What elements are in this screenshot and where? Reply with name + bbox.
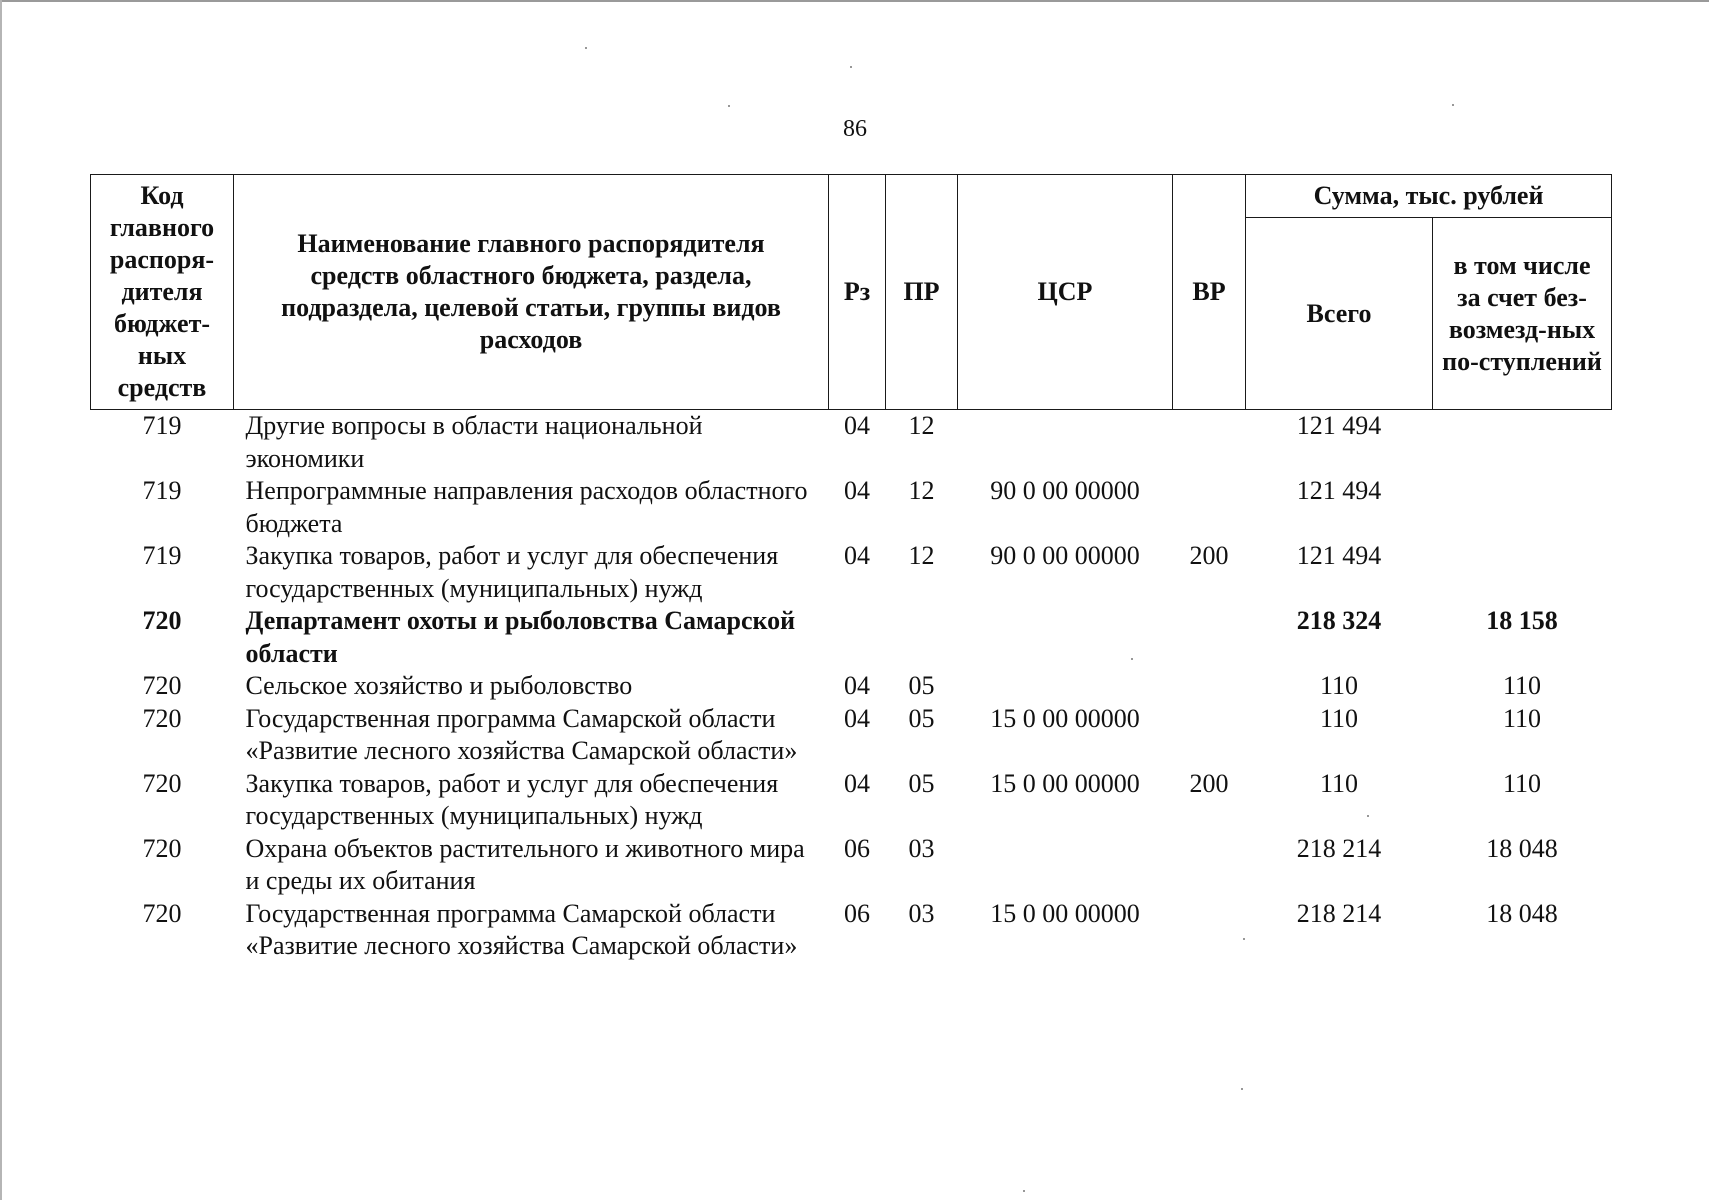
table-row: [91, 540, 1612, 605]
header-pr-label: ПР: [903, 277, 940, 306]
scan-speck: [585, 47, 587, 49]
cell-rz: 06: [844, 833, 870, 863]
cell-csr: [958, 670, 1173, 703]
cell-csr: 90 0 00 00000: [990, 541, 1140, 570]
cell-pr: 03: [908, 898, 935, 928]
cell-free: 18 048: [1486, 898, 1558, 928]
cell-rz: 04: [844, 703, 870, 733]
page-number: 86: [843, 116, 867, 142]
cell-vr: 200: [1189, 768, 1229, 798]
cell-code: 719: [142, 411, 182, 440]
table-body: [91, 410, 1612, 963]
cell-name: Сельское хозяйство и рыболовство: [245, 671, 633, 700]
cell-name: Государственная программа Самарской области «Развитие лесного хозяйства Самарской области»: [245, 703, 798, 765]
cell-rz: 04: [844, 476, 870, 505]
cell-pr: 03: [908, 833, 935, 863]
cell-free: 18 048: [1486, 833, 1558, 863]
header-csr: [958, 175, 1173, 410]
header-sum-group-label: Сумма, тыс. рублей: [1313, 181, 1544, 210]
cell-free: 18 158: [1486, 606, 1558, 635]
header-code-label: Код главного распоря-дителя бюджет-ных средств: [109, 181, 215, 402]
cell-total: 121 494: [1296, 541, 1382, 570]
budget-table: [90, 174, 1612, 963]
table-row: [91, 898, 1612, 963]
cell-vr: [1173, 898, 1246, 963]
header-vr-label: ВР: [1192, 277, 1226, 306]
cell-vr: [1173, 410, 1246, 476]
cell-total: 110: [1319, 768, 1359, 798]
cell-code: 720: [142, 671, 182, 700]
cell-pr: 05: [908, 671, 935, 700]
cell-free: 110: [1502, 703, 1542, 733]
table-row: [91, 833, 1612, 898]
cell-rz: 06: [844, 898, 870, 928]
cell-total: 121 494: [1296, 411, 1382, 440]
cell-free: 110: [1502, 671, 1542, 700]
scan-speck: [728, 105, 730, 107]
cell-code: 720: [142, 606, 182, 635]
cell-name: Непрограммные направления расходов областного бюджета: [245, 476, 808, 538]
cell-rz: 04: [844, 541, 870, 570]
cell-csr: 15 0 00 00000: [990, 703, 1140, 733]
cell-vr: 200: [1189, 541, 1229, 570]
header-name: [234, 175, 829, 410]
header-name-label: Наименование главного распорядителя средств областного бюджета, раздела, подраздела, целевой статьи, группы видов расходов: [281, 229, 781, 354]
cell-vr: [1173, 670, 1246, 703]
cell-rz: 04: [844, 411, 870, 440]
header-total-label: Всего: [1306, 298, 1372, 328]
cell-pr: 12: [908, 476, 935, 505]
table-row: [91, 670, 1612, 703]
table-row: [91, 703, 1612, 768]
table-header: [91, 175, 1612, 410]
scan-speck: [1023, 1190, 1025, 1192]
cell-free: [1433, 410, 1612, 476]
cell-code: 720: [142, 703, 182, 733]
cell-code: 720: [142, 768, 182, 798]
table-row: [91, 410, 1612, 476]
cell-csr: 90 0 00 00000: [990, 476, 1140, 505]
cell-pr: 12: [908, 541, 935, 570]
cell-pr: 05: [908, 703, 935, 733]
header-vr: [1173, 175, 1246, 410]
scan-speck: [1452, 104, 1454, 106]
header-rz: [829, 175, 886, 410]
cell-name: Закупка товаров, работ и услуг для обеспечения государственных (муниципальных) нужд: [245, 541, 779, 603]
cell-free: 110: [1502, 768, 1542, 798]
cell-vr: [1173, 605, 1246, 670]
scan-edge-top: [0, 0, 1709, 2]
cell-name: Другие вопросы в области национальной экономики: [245, 411, 703, 473]
scan-speck: [1367, 815, 1369, 817]
cell-total: 121 494: [1296, 476, 1382, 505]
header-rz-label: Рз: [843, 277, 871, 306]
header-free: [1433, 218, 1612, 410]
cell-total: 218 324: [1296, 606, 1382, 635]
cell-name: Охрана объектов растительного и животного мира и среды их обитания: [245, 833, 805, 895]
cell-total: 110: [1319, 703, 1359, 733]
cell-pr: 05: [908, 768, 935, 798]
cell-free: [1433, 475, 1612, 540]
cell-code: 720: [142, 898, 182, 928]
cell-csr: 15 0 00 00000: [990, 898, 1140, 928]
scan-edge-left: [0, 0, 2, 1200]
cell-code: 719: [142, 541, 182, 570]
cell-total: 218 214: [1296, 833, 1382, 863]
cell-total: 218 214: [1296, 898, 1382, 928]
header-free-label: в том числе за счет без-возмезд-ных по-ступлений: [1442, 250, 1602, 376]
cell-csr: [958, 410, 1173, 476]
cell-csr: [958, 605, 1173, 670]
scan-speck: [1241, 1088, 1243, 1090]
cell-name: Департамент охоты и рыболовства Самарской области: [245, 606, 796, 668]
cell-pr: 12: [908, 411, 935, 440]
scan-speck: [1131, 658, 1133, 660]
scan-speck: [850, 66, 852, 68]
cell-code: 719: [142, 476, 182, 505]
header-total: [1246, 218, 1433, 410]
cell-vr: [1173, 833, 1246, 898]
cell-name: Государственная программа Самарской области «Развитие лесного хозяйства Самарской области»: [245, 898, 798, 960]
scan-speck: [1243, 938, 1245, 940]
cell-csr: 15 0 00 00000: [990, 768, 1140, 798]
table-row: [91, 475, 1612, 540]
cell-free: [1433, 540, 1612, 605]
cell-total: 110: [1319, 671, 1359, 700]
table-row: [91, 768, 1612, 833]
cell-code: 720: [142, 833, 182, 863]
cell-name: Закупка товаров, работ и услуг для обеспечения государственных (муниципальных) нужд: [245, 768, 779, 830]
cell-csr: [958, 833, 1173, 898]
cell-rz: 04: [844, 671, 870, 700]
header-sum-group: [1246, 175, 1612, 218]
cell-pr: [886, 605, 958, 670]
table-row: [91, 605, 1612, 670]
header-code: [91, 175, 234, 410]
header-pr: [886, 175, 958, 410]
cell-rz: 04: [844, 768, 870, 798]
cell-rz: [829, 605, 886, 670]
cell-vr: [1173, 703, 1246, 768]
header-csr-label: ЦСР: [1037, 277, 1093, 306]
cell-vr: [1173, 475, 1246, 540]
